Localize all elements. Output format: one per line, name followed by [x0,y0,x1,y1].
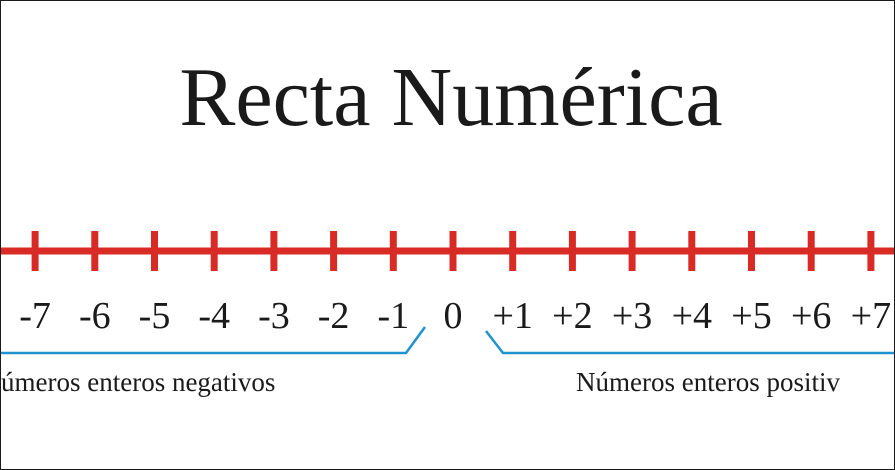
number-label: +7 [850,295,892,337]
number-label: -3 [258,295,290,337]
number-label: +6 [790,295,832,337]
number-label: +5 [731,295,772,337]
number-label: +2 [552,295,593,337]
number-line-diagram [1,1,895,470]
number-label: -2 [317,295,350,337]
number-label: -7 [19,295,51,337]
negative-integers-caption: úmeros enteros negativos [1,367,276,397]
number-label: -6 [78,295,111,337]
number-label: 0 [443,295,463,337]
number-label: +1 [492,295,533,337]
number-label: -5 [138,295,171,337]
number-labels [19,295,891,337]
number-label: +4 [671,295,713,337]
number-label: -4 [198,295,231,337]
diagram-title: Recta Numérica [179,51,723,144]
number-label: -1 [377,295,410,337]
positive-integers-caption: Números enteros positiv [576,367,840,397]
number-label: +3 [611,295,653,337]
